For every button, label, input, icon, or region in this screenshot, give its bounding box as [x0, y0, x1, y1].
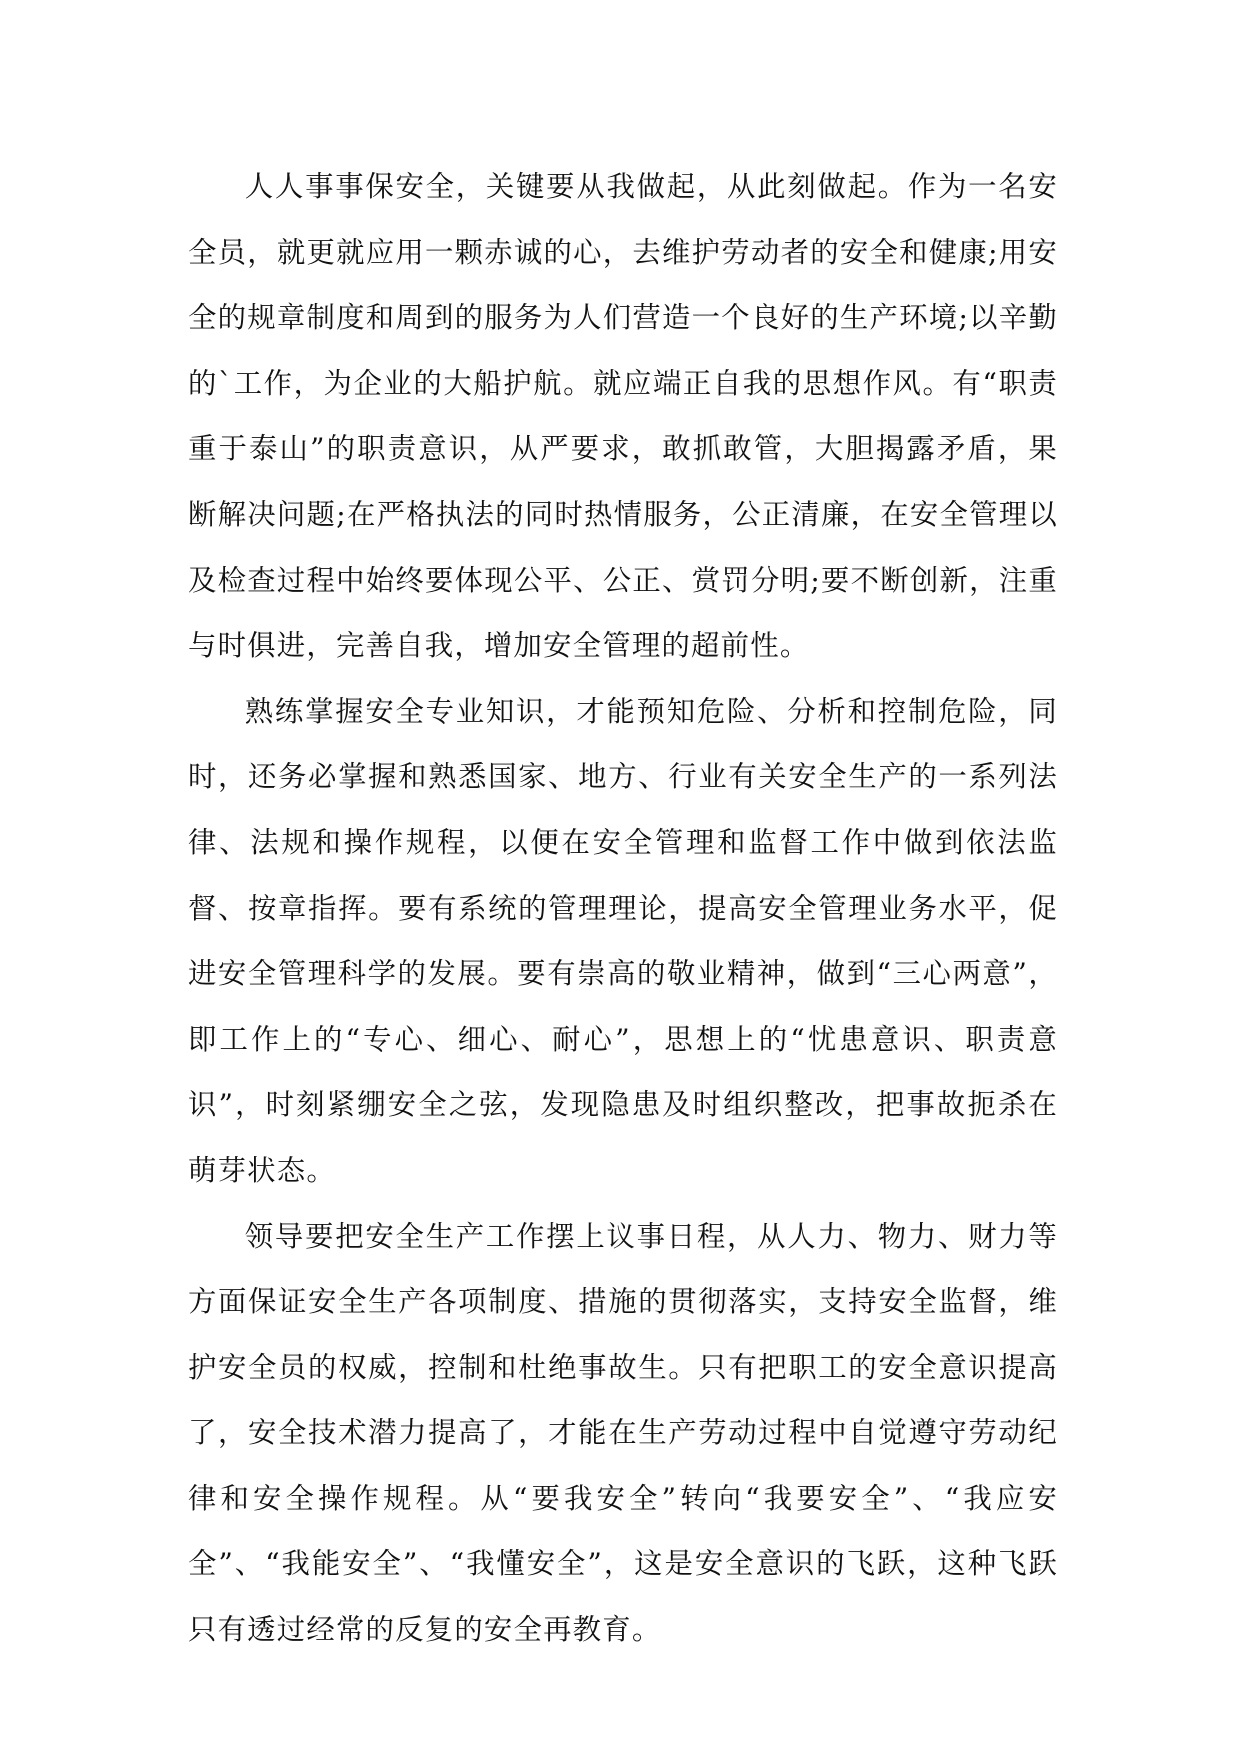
document-body: [188, 154, 1058, 1663]
paragraph-1: 人人事事保安全，关键要从我做起，从此刻做起。作为一名安全员，就更就应用一颗赤诚的心，去维护劳动者的安全和健康;用安全的规章制度和周到的服务为人们营造一个良好的生产环境;以辛勤的`工作，为企业的大船护航。就应端正自我的思想作风。有“职责重于泰山”的职责意识，从严要求，敢抓敢管，大胆揭露矛盾，果断解决问题;在严格执法的同时热情服务，公正清廉，在安全管理以及检查过程中始终要体现公平、公正、赏罚分明;要不断创新，注重与时俱进，完善自我，增加安全管理的超前性。: [188, 170, 1058, 663]
paragraph-2: 熟练掌握安全专业知识，才能预知危险、分析和控制危险，同时，还务必掌握和熟悉国家、地方、行业有关安全生产的一系列法律、法规和操作规程，以便在安全管理和监督工作中做到依法监督、按章指挥。要有系统的管理理论，提高安全管理业务水平，促进安全管理科学的发展。要有崇高的敬业精神，做到“三心两意”，即工作上的“专心、细心、耐心”，思想上的“忧患意识、职责意识”，时刻紧绷安全之弦，发现隐患及时组织整改，把事故扼杀在萌芽状态。: [188, 694, 1058, 1187]
paragraph-3: 领导要把安全生产工作摆上议事日程，从人力、物力、财力等方面保证安全生产各项制度、措施的贯彻落实，支持安全监督，维护安全员的权威，控制和杜绝事故生。只有把职工的安全意识提高了，安全技术潜力提高了，才能在生产劳动过程中自觉遵守劳动纪律和安全操作规程。从“要我安全”转向“我要安全”、“我应安全”、“我能安全”、“我懂安全”，这是安全意识的飞跃，这种飞跃只有透过经常的反复的安全再教育。: [188, 1219, 1058, 1647]
